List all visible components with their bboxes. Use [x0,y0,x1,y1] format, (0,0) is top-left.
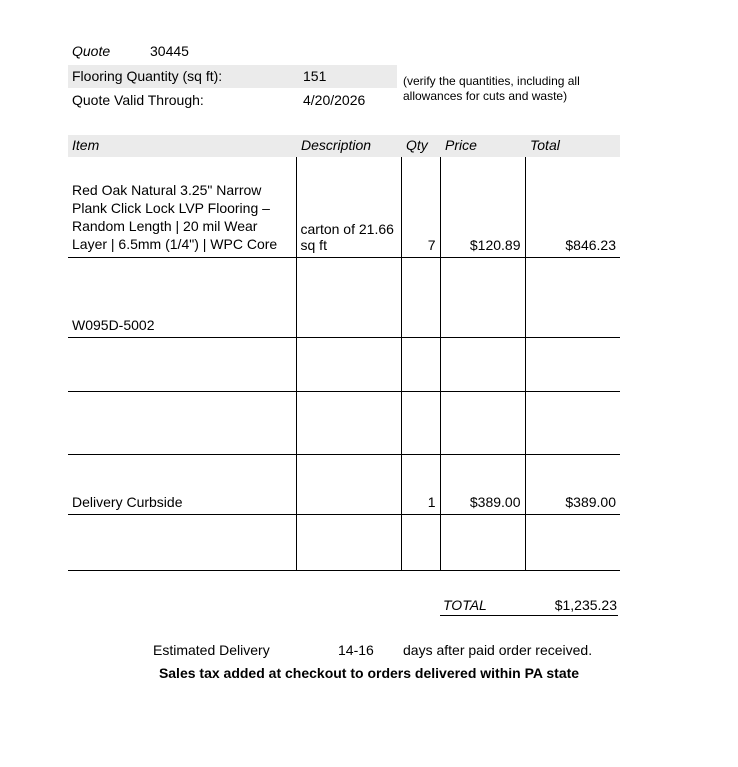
cell-qty: 1 [401,454,440,514]
header-item: Item [68,135,296,157]
cell-price: $389.00 [440,454,525,514]
cell-qty [401,337,440,391]
verify-note-line1: (verify the quantities, including all [403,74,580,88]
table-row [68,514,620,570]
sales-tax-note: Sales tax added at checkout to orders delivered within PA state [158,665,580,681]
cell-total [525,514,620,570]
cell-price [440,514,525,570]
cell-description [296,454,401,514]
cell-item: W095D-5002 [68,257,296,337]
header-qty: Qty [401,135,440,157]
cell-price: $120.89 [440,157,525,257]
cell-description [296,391,401,454]
cell-total [525,257,620,337]
cell-description [296,257,401,337]
cell-qty [401,514,440,570]
cell-item [68,514,296,570]
estimated-delivery-suffix: days after paid order received. [403,642,593,658]
quote-valid-label: Quote Valid Through: [72,92,204,108]
flooring-quantity-row [68,65,397,88]
flooring-quantity-label: Flooring Quantity (sq ft): [72,68,223,84]
cell-price [440,257,525,337]
estimated-delivery-value: 14-16 [338,642,374,658]
cell-total: $389.00 [565,493,616,510]
cell-qty [401,257,440,337]
table-header-row [68,135,620,157]
table-row [68,157,620,257]
estimated-delivery-label: Estimated Delivery [153,642,270,658]
cell-total [525,391,620,454]
table-row [68,391,620,454]
cell-qty: 7 [401,157,440,257]
verify-note-line2: allowances for cuts and waste) [403,89,568,103]
grand-total-row [440,593,618,616]
table-row [68,257,620,337]
cell-item: Delivery Curbside [68,454,296,514]
cell-price [440,391,525,454]
grand-total-value: $1,235.23 [554,597,617,613]
quote-valid-row [68,89,397,112]
quote-number: 30445 [150,43,189,59]
cell-item: Red Oak Natural 3.25" Narrow Plank Click Lock LVP Flooring – Random Length | 20 mil Wear Layer | 6.5mm (1/4") | WPC Core [68,157,296,257]
cell-qty [401,391,440,454]
flooring-quantity-value: 151 [303,68,327,84]
quote-title-label: Quote [72,43,111,59]
cell-price [440,337,525,391]
quote-valid-value: 4/20/2026 [303,92,366,108]
cell-total [525,337,620,391]
header-price: Price [440,135,525,157]
line-items-table [68,135,620,571]
cell-description: carton of 21.66 sq ft [296,157,401,257]
header-description: Description [296,135,401,157]
cell-description [296,514,401,570]
cell-item [68,391,296,454]
verify-note [403,74,643,104]
table-row [68,337,620,391]
grand-total-label: TOTAL [443,597,487,613]
table-row [68,454,620,514]
cell-item [68,337,296,391]
header-total: Total [525,135,620,157]
cell-description [296,337,401,391]
cell-total: $846.23 [565,236,616,253]
